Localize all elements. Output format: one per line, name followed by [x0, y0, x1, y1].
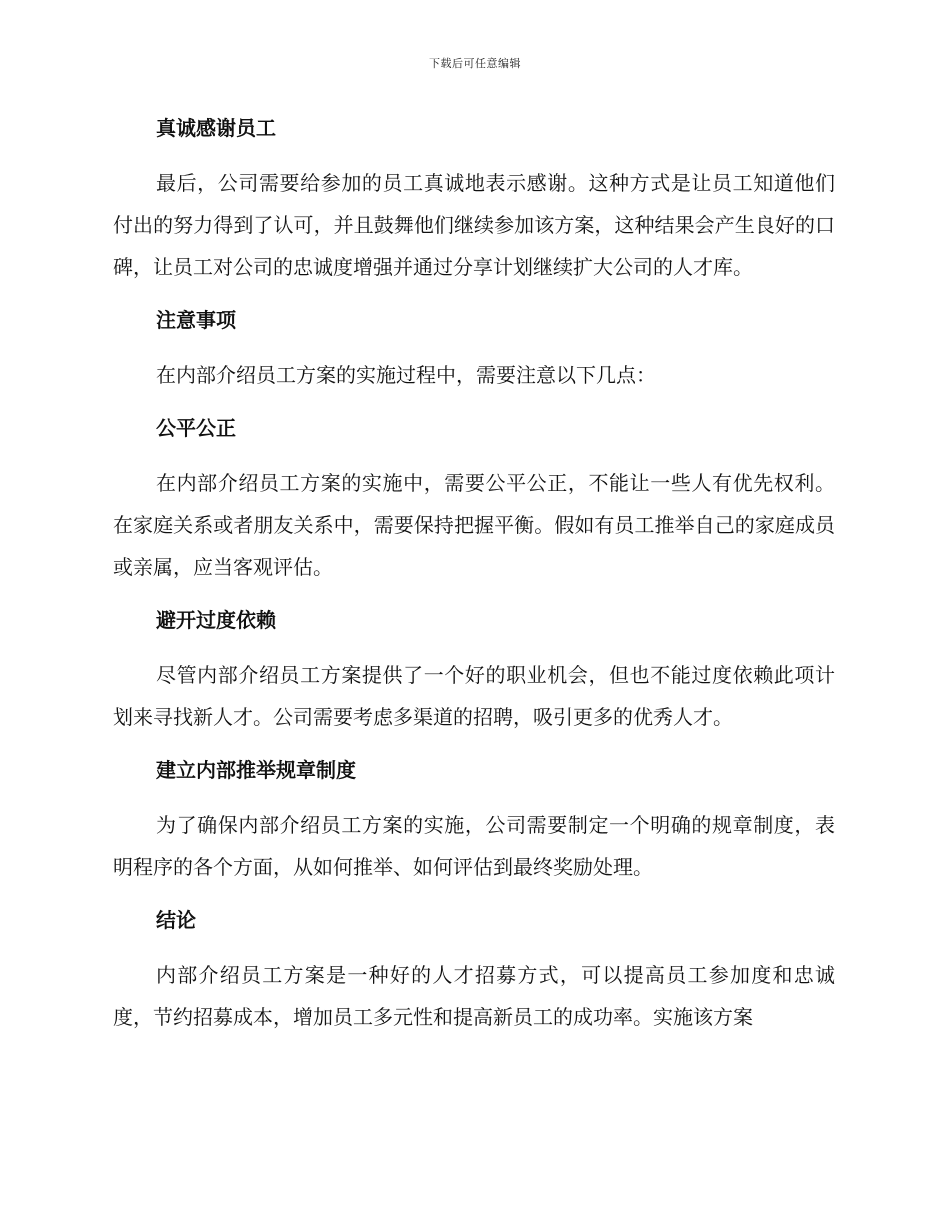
section-heading-fairness: 公平公正 [156, 416, 236, 440]
page-header: 下载后可任意编辑 [429, 57, 521, 70]
section-heading-conclusion: 结论 [156, 908, 196, 932]
section-paragraph-thanks: 最后，公司需要给参加的员工真诚地表示感谢。这种方式是让员工知道他们付出的努力得到了认可，并且鼓舞他们继续参加该方案，这种结果会产生良好的口碑，让员工对公司的忠诚度增强并通过分享计划继续扩大公司的人才库。 [113, 171, 835, 279]
section-paragraph-avoid-dependence: 尽管内部介绍员工方案提供了一个好的职业机会，但也不能过度依赖此项计划来寻找新人才。公司需要考虑多渠道的招聘，吸引更多的优秀人才。 [113, 663, 835, 729]
section-paragraph-fairness: 在内部介绍员工方案的实施中，需要公平公正，不能让一些人有优先权利。在家庭关系或者朋友关系中，需要保持把握平衡。假如有员工推举自己的家庭成员或亲属，应当客观评估。 [113, 471, 835, 579]
section-heading-avoid-dependence: 避开过度依赖 [156, 608, 276, 632]
document-body [113, 108, 835, 1050]
section-heading-thanks: 真诚感谢员工 [156, 116, 276, 140]
section-paragraph-rules: 为了确保内部介绍员工方案的实施，公司需要制定一个明确的规章制度，表明程序的各个方面，从如何推举、如何评估到最终奖励处理。 [113, 813, 835, 879]
section-paragraph-conclusion: 内部介绍员工方案是一种好的人才招募方式，可以提高员工参加度和忠诚度，节约招募成本，增加员工多元性和提高新员工的成功率。实施该方案 [113, 963, 835, 1029]
section-heading-notes: 注意事项 [156, 308, 236, 332]
section-heading-rules: 建立内部推举规章制度 [156, 758, 356, 782]
section-paragraph-notes: 在内部介绍员工方案的实施过程中，需要注意以下几点： [156, 363, 656, 387]
